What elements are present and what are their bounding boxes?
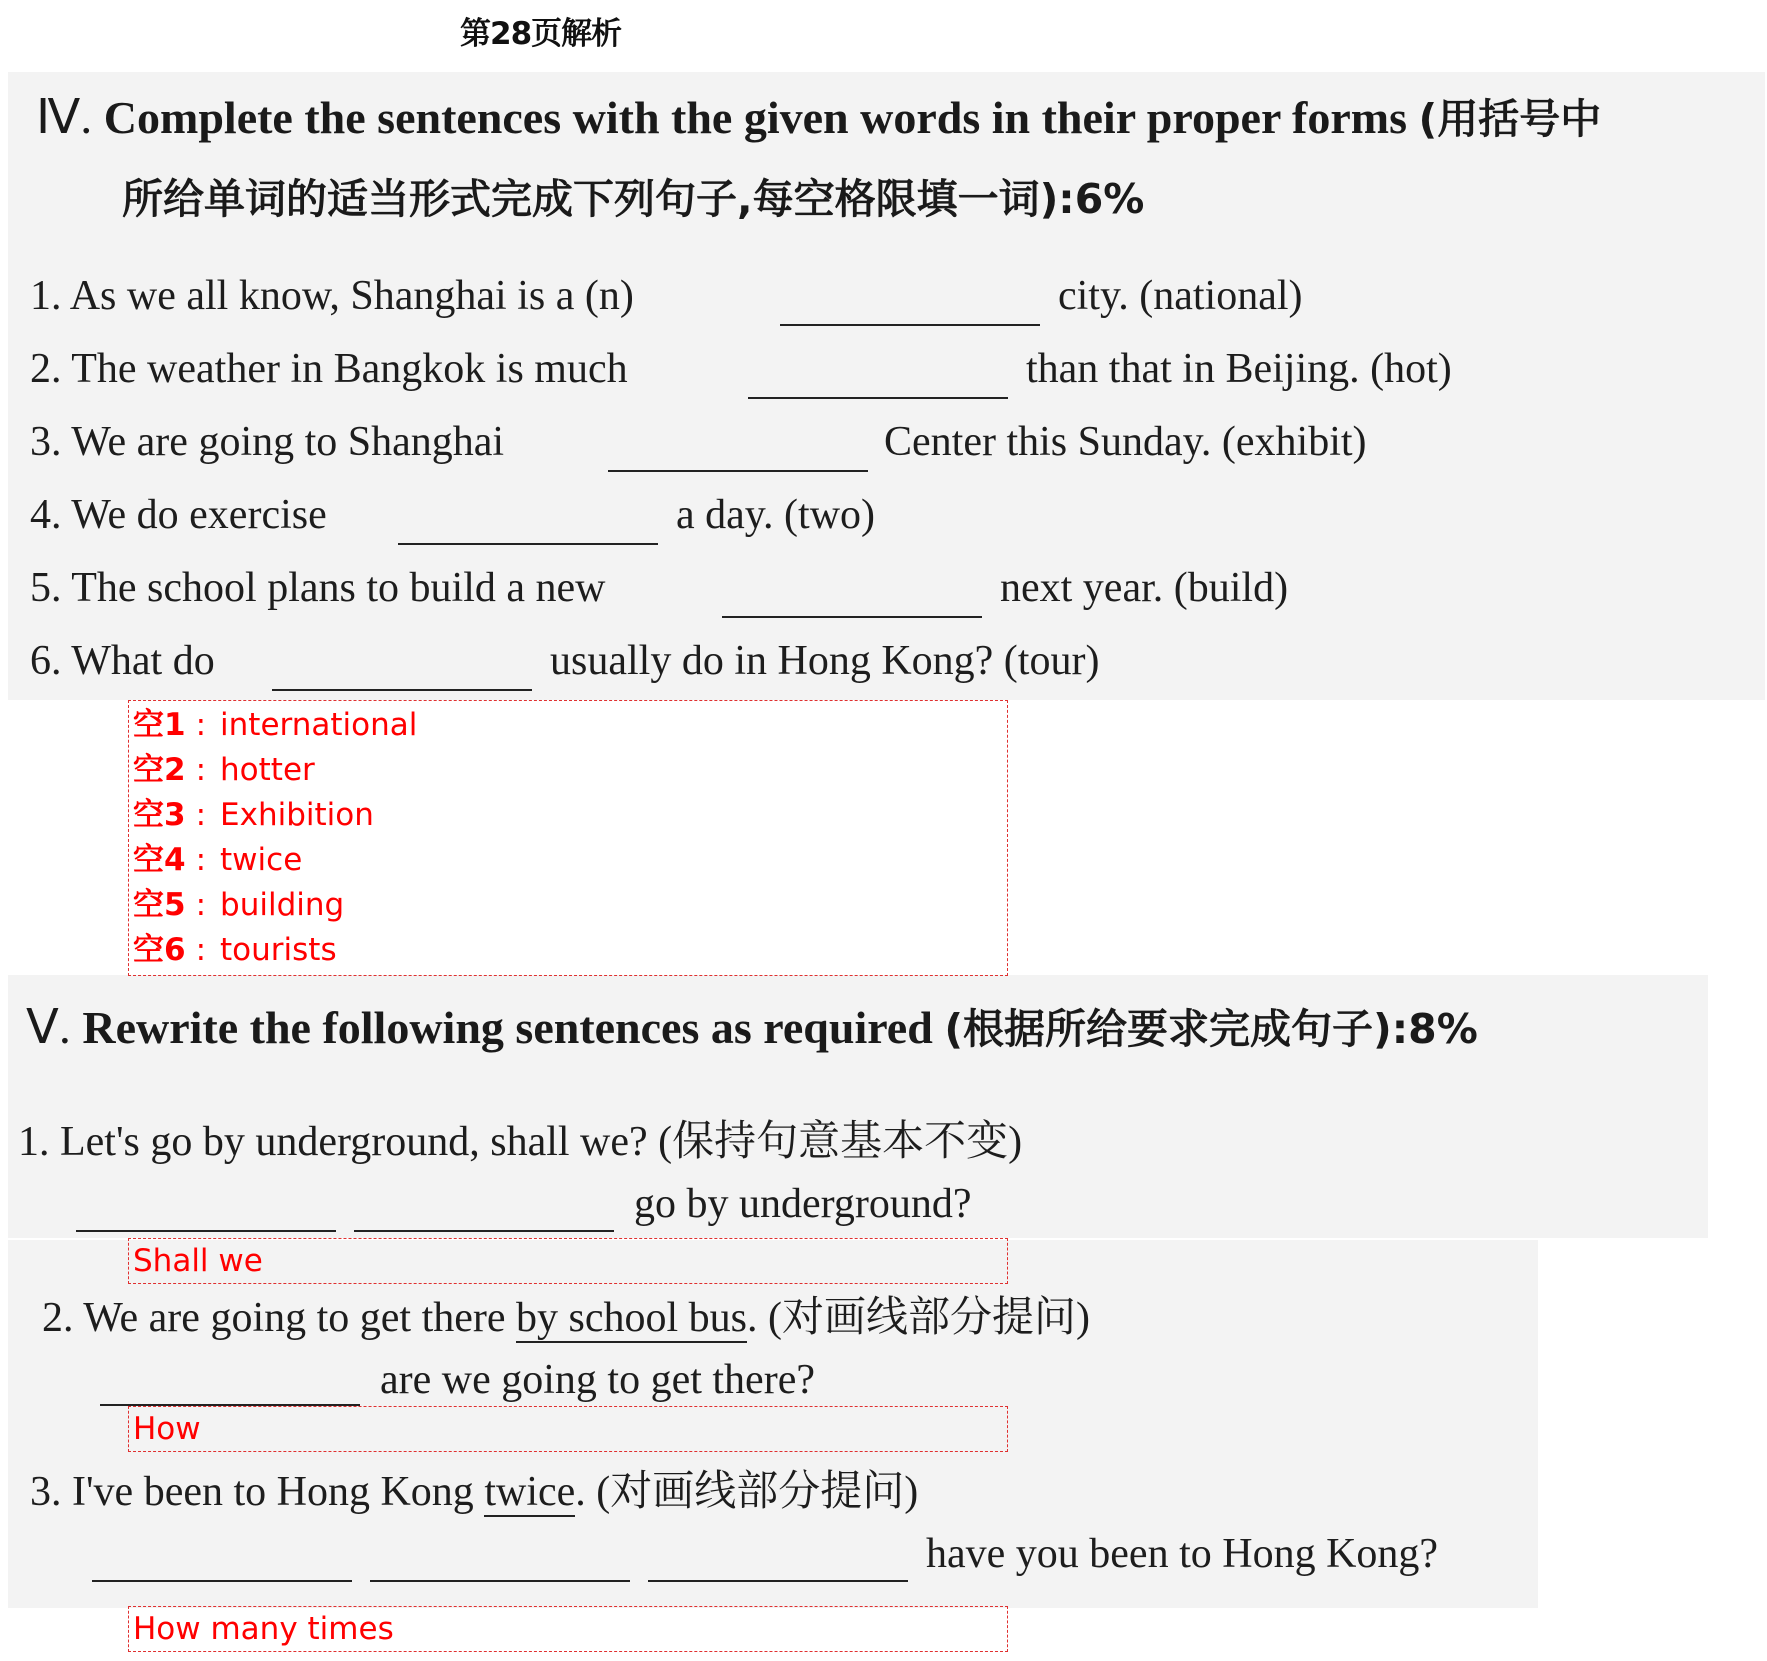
s4-item-3-num: 3. bbox=[30, 419, 62, 465]
answer-row bbox=[129, 703, 1007, 748]
answer-row bbox=[129, 883, 1007, 928]
s5-q2-line2: are we going to get there? bbox=[380, 1357, 815, 1403]
answer-row bbox=[129, 838, 1007, 883]
answer-value: tourists bbox=[220, 932, 337, 968]
section-4-heading-cont bbox=[122, 166, 1144, 225]
s4-item-6-before: What do bbox=[71, 638, 215, 684]
section-5-roman: Ⅴ. bbox=[26, 1001, 71, 1054]
s5-q2-before: We are going to get there bbox=[83, 1295, 506, 1341]
s5-q3-answer-box bbox=[128, 1606, 1008, 1652]
s4-item-5 bbox=[30, 564, 605, 612]
s5-q3-blank-3 bbox=[648, 1580, 908, 1582]
s4-item-4 bbox=[30, 491, 327, 539]
section-4-heading-en: Complete the sentences with the given words in their proper forms bbox=[103, 92, 1408, 143]
s5-q1-blank-1 bbox=[76, 1230, 336, 1232]
s5-q1-text: Let's go by underground, shall we? (保持句意基本不变) bbox=[60, 1119, 1023, 1165]
answer-separator: : bbox=[195, 707, 207, 743]
s4-answer-box bbox=[128, 700, 1008, 976]
s5-q3-underlined: twice bbox=[484, 1469, 576, 1515]
s5-q2-answer: How bbox=[133, 1411, 201, 1447]
s5-q1-blank-2 bbox=[354, 1230, 614, 1232]
s4-item-4-num: 4. bbox=[30, 492, 62, 538]
s5-q3-num: 3. bbox=[30, 1469, 62, 1515]
answer-value: building bbox=[220, 887, 345, 923]
s4-item-4-before: We do exercise bbox=[71, 492, 327, 538]
section-4-roman: Ⅳ. bbox=[36, 91, 93, 144]
answer-key: 空4 bbox=[133, 842, 186, 878]
s4-item-2 bbox=[30, 345, 628, 393]
s4-item-1-num: 1. bbox=[30, 273, 62, 319]
answer-key: 空5 bbox=[133, 887, 186, 923]
s4-item-1-blank bbox=[780, 324, 1040, 326]
s5-q2-after: . (对画线部分提问) bbox=[747, 1295, 1091, 1341]
section-4-heading-cn-2: 所给单词的适当形式完成下列句子,每空格限填一词):6% bbox=[122, 175, 1145, 223]
s4-item-6-num: 6. bbox=[30, 638, 62, 684]
s4-item-2-blank bbox=[748, 397, 1008, 399]
answer-separator: : bbox=[195, 887, 207, 923]
section-5-heading-cn: (根据所给要求完成句子):8% bbox=[944, 1005, 1478, 1053]
answer-key: 空1 bbox=[133, 707, 186, 743]
s4-item-3 bbox=[30, 418, 504, 466]
s4-item-5-before: The school plans to build a new bbox=[71, 565, 606, 611]
answer-key: 空3 bbox=[133, 797, 186, 833]
s4-item-5-num: 5. bbox=[30, 565, 62, 611]
answer-key: 空2 bbox=[133, 752, 186, 788]
s5-q3-before: I've been to Hong Kong bbox=[72, 1469, 474, 1515]
answer-row bbox=[129, 928, 1007, 973]
s5-q3 bbox=[30, 1458, 918, 1518]
answer-value: twice bbox=[220, 842, 303, 878]
answer-value: Exhibition bbox=[220, 797, 374, 833]
s5-q2-answer-box bbox=[128, 1406, 1008, 1452]
s5-q3-blank-2 bbox=[370, 1580, 630, 1582]
s4-item-5-blank bbox=[722, 616, 982, 618]
s5-q3-line2: have you been to Hong Kong? bbox=[926, 1531, 1439, 1577]
section-4-heading-cn-1: (用括号中 bbox=[1418, 95, 1602, 143]
s4-item-4-after: a day. (two) bbox=[676, 492, 876, 538]
answer-key: 空6 bbox=[133, 932, 186, 968]
s4-item-5-after: next year. (build) bbox=[1000, 565, 1289, 611]
s4-item-1 bbox=[30, 272, 634, 320]
s5-q2-num: 2. bbox=[42, 1295, 74, 1341]
answer-separator: : bbox=[195, 842, 207, 878]
s4-item-1-after: city. (national) bbox=[1058, 273, 1303, 319]
s4-item-3-blank bbox=[608, 470, 868, 472]
s5-q1-after: go by underground? bbox=[634, 1181, 972, 1227]
s5-q1-answer: Shall we bbox=[133, 1243, 263, 1279]
s4-item-6-after: usually do in Hong Kong? (tour) bbox=[550, 638, 1100, 684]
s5-q3-blank-1 bbox=[92, 1580, 352, 1582]
s4-item-2-after: than that in Beijing. (hot) bbox=[1026, 346, 1452, 392]
s4-item-2-num: 2. bbox=[30, 346, 62, 392]
answer-row bbox=[129, 793, 1007, 838]
s4-item-2-before: The weather in Bangkok is much bbox=[71, 346, 628, 392]
s4-item-3-before: We are going to Shanghai bbox=[71, 419, 505, 465]
s4-item-6 bbox=[30, 637, 215, 685]
s5-q2-underlined: by school bus bbox=[516, 1295, 748, 1341]
page-title: 第28页解析 bbox=[460, 16, 622, 52]
answer-separator: : bbox=[195, 752, 207, 788]
section-5-heading-en: Rewrite the following sentences as required bbox=[82, 1002, 933, 1053]
s5-q1-answer-box bbox=[128, 1238, 1008, 1284]
s5-q1 bbox=[18, 1108, 1022, 1168]
answer-separator: : bbox=[195, 797, 207, 833]
answer-value: hotter bbox=[220, 752, 315, 788]
s5-q1-num: 1. bbox=[18, 1119, 50, 1165]
s5-q3-after: . (对画线部分提问) bbox=[575, 1469, 919, 1515]
s5-q2 bbox=[42, 1284, 1090, 1344]
section-4-heading bbox=[36, 86, 1601, 145]
s5-q3-answer: How many times bbox=[133, 1611, 394, 1647]
s4-item-1-before: As we all know, Shanghai is a (n) bbox=[69, 273, 634, 319]
answer-row bbox=[129, 748, 1007, 793]
s4-item-3-after: Center this Sunday. (exhibit) bbox=[884, 419, 1367, 465]
section-5-heading bbox=[26, 996, 1478, 1055]
answer-separator: : bbox=[195, 932, 207, 968]
s4-item-6-blank bbox=[272, 689, 532, 691]
s4-item-4-blank bbox=[398, 543, 658, 545]
answer-value: international bbox=[220, 707, 418, 743]
